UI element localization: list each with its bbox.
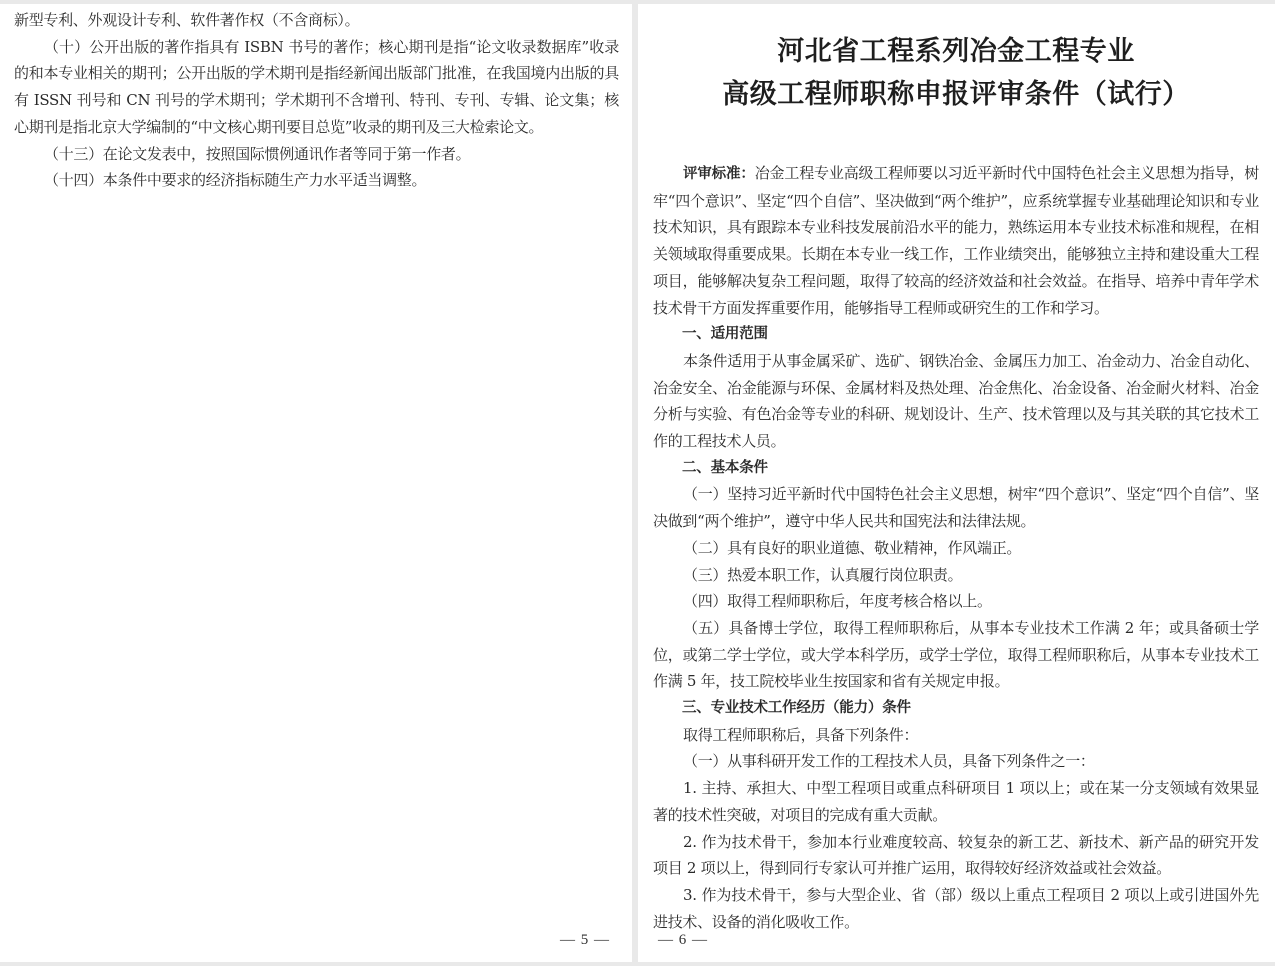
page-number-right: — 6 — bbox=[658, 932, 708, 949]
basic-condition-item: （一）坚持习近平新时代中国特色社会主义思想，树牢“四个意识”、坚定“四个自信”、坚决做到“两个维护”，遵守中华人民共和国宪法和法律法规。 bbox=[653, 485, 1259, 531]
right-page bbox=[638, 4, 1275, 962]
page-number-left: — 5 — bbox=[560, 932, 610, 949]
basic-condition-item: （三）热爱本职工作，认真履行岗位职责。 bbox=[683, 565, 963, 584]
basic-condition-item: （二）具有良好的职业道德、敬业精神，作风端正。 bbox=[683, 538, 1022, 557]
title-line-1: 河北省工程系列冶金工程专业 bbox=[777, 36, 1135, 67]
left-page bbox=[0, 4, 632, 962]
experience-item: 3. 作为技术骨干，参与大型企业、省（部）级以上重点工程项目 2 项以上或引进国外先进技术、设备的消化吸收工作。 bbox=[653, 885, 1259, 931]
section-heading-basic-conditions: 二、基本条件 bbox=[682, 459, 768, 476]
title-spacer bbox=[653, 116, 1259, 160]
experience-subsection-research: （一）从事科研开发工作的工程技术人员，具备下列条件之一： bbox=[683, 752, 1095, 771]
left-paragraph-13: （十三）在论文发表中，按照国际惯例通讯作者等同于第一作者。 bbox=[44, 144, 471, 163]
left-paragraph-14: （十四）本条件中要求的经济指标随生产力水平适当调整。 bbox=[44, 171, 427, 190]
document-title bbox=[653, 30, 1259, 116]
section-heading-scope: 一、适用范围 bbox=[682, 326, 768, 343]
review-standard-paragraph bbox=[653, 160, 1259, 321]
experience-item: 2. 作为技术骨干，参加本行业难度较高、较复杂的新工艺、新技术、新产品的研究开发项目 2 项以上，得到同行专家认可并推广运用，取得较好经济效益或社会效益。 bbox=[653, 832, 1259, 878]
section-heading-experience: 三、专业技术工作经历（能力）条件 bbox=[682, 700, 911, 717]
basic-condition-item: （五）具备博士学位，取得工程师职称后，从事本专业技术工作满 2 年；或具备硕士学位，或第二学士学位，或大学本科学历，或学士学位，取得工程师职称后，从事本专业技术工作满 5 年，技工院校毕业生按国家和省有关规定申报。 bbox=[653, 618, 1259, 691]
experience-intro: 取得工程师职称后，具备下列条件： bbox=[683, 725, 919, 744]
scope-paragraph: 本条件适用于从事金属采矿、选矿、钢铁冶金、金属压力加工、冶金动力、冶金自动化、冶金安全、冶金能源与环保、金属材料及热处理、冶金焦化、冶金设备、冶金耐火材料、冶金分析与实验、有色冶金等专业的科研、规划设计、生产、技术管理以及与其关联的其它技术工作的工程技术人员。 bbox=[653, 351, 1259, 451]
left-paragraph-10: （十）公开出版的著作指具有 ISBN 书号的著作；核心期刊是指“论文收录数据库”收录的和本专业相关的期刊；公开出版的学术期刊是指经新闻出版部门批准，在我国境内出版的具有 ISSN 刊号和 CN 刊号的学术期刊；学术期刊不含增刊、特刊、专刊、专辑、论文集；核心期刊是指北京大学编制的“中文核心期刊要目总览”收录的期刊及三大检索论文。 bbox=[14, 37, 619, 136]
title-line-2: 高级工程师职称申报评审条件（试行） bbox=[722, 79, 1190, 110]
basic-condition-item: （四）取得工程师职称后，年度考核合格以上。 bbox=[683, 592, 992, 611]
experience-item: 1. 主持、承担大、中型工程项目或重点科研项目 1 项以上；或在某一分支领域有效果显著的技术性突破，对项目的完成有重大贡献。 bbox=[653, 779, 1259, 824]
review-standard-label: 评审标准： bbox=[683, 166, 755, 182]
left-paragraph-continuation: 新型专利、外观设计专利、软件著作权（不含商标）。 bbox=[14, 11, 360, 29]
review-standard-text: 冶金工程专业高级工程师要以习近平新时代中国特色社会主义思想为指导，树牢“四个意识”、坚定“四个自信”、坚决做到“两个维护”，应系统掌握专业基础理论知识和专业技术知识，具有跟踪本专业科技发展前沿水平的能力，熟练运用本专业技术标准和规程，在相关领域取得重要成果。长期在本专业一线工作，工作业绩突出，能够独立主持和建设重大工程项目，能够解决复杂工程问题，取得了较高的经济效益和社会效益。在指导、培养中青年学术技术骨干方面发挥重要作用，能够指导工程师或研究生的工作和学习。 bbox=[653, 164, 1259, 317]
